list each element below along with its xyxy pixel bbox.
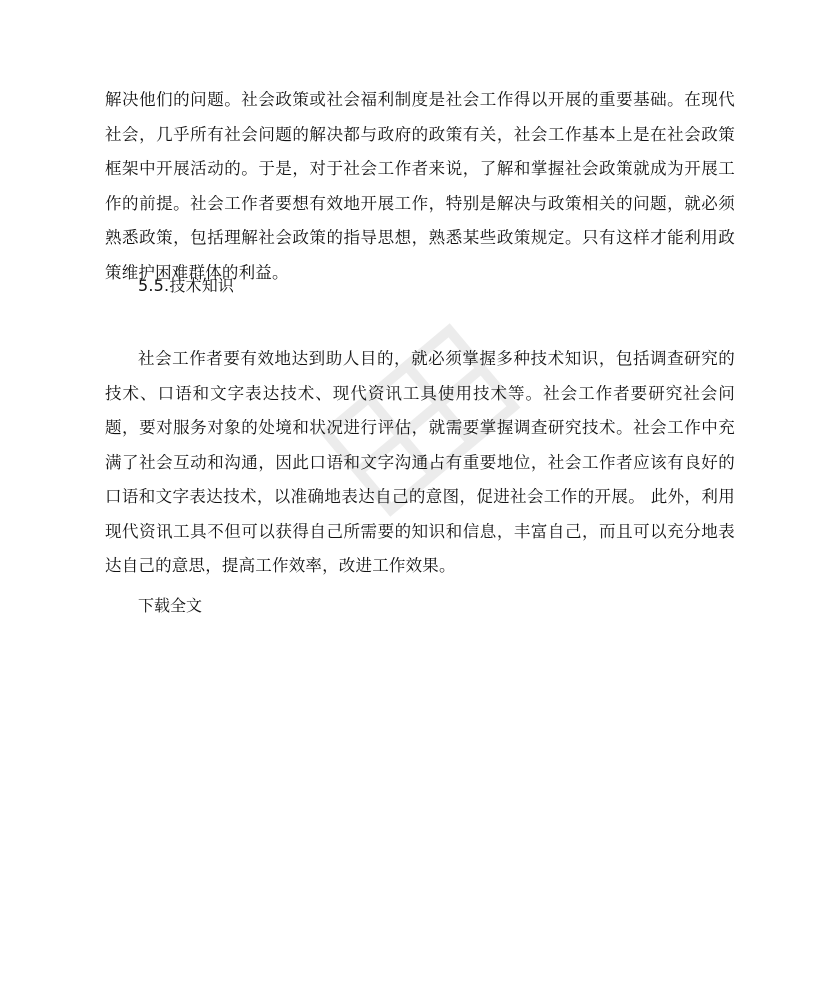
body-paragraph-1: 解决他们的问题。社会政策或社会福利制度是社会工作得以开展的重要基础。在现代社会，几乎所有社会问题的解决都与政府的政策有关，社会工作基本上是在社会政策框架中开展活动的。于是，对于社会工作者来说，了解和掌握社会政策就成为开展工作的前提。社会工作者要想有效地开展工作，特别是解决与政策相关的问题，就必须熟悉政策，包括理解社会政策的指导思想，熟悉某些政策规定。只有这样才能利用政策维护困难群体的利益。 [105,90,735,282]
section-heading: 5.5.技术知识 [138,276,235,295]
body-paragraph-2: 社会工作者要有效地达到助人目的，就必须掌握多种技术知识，包括调查研究的技术、口语和文字表达技术、现代资讯工具使用技术等。社会工作者要研究社会问题，要对服务对象的处境和状况进行评估，就需要掌握调查研究技术。社会工作中充满了社会互动和沟通，因此口语和文字沟通占有重要地位，社会工作者应该有良好的口语和文字表达技术，以准确地表达自己的意图，促进社会工作的开展。 此外，利用现代资讯工具不但可以获得自己所需要的知识和信息，丰富自己，而且可以充分地表达自己的意思，提高工作效率，改进工作效果。 [105,349,735,575]
download-full-text-link[interactable]: 下载全文 [138,596,203,615]
